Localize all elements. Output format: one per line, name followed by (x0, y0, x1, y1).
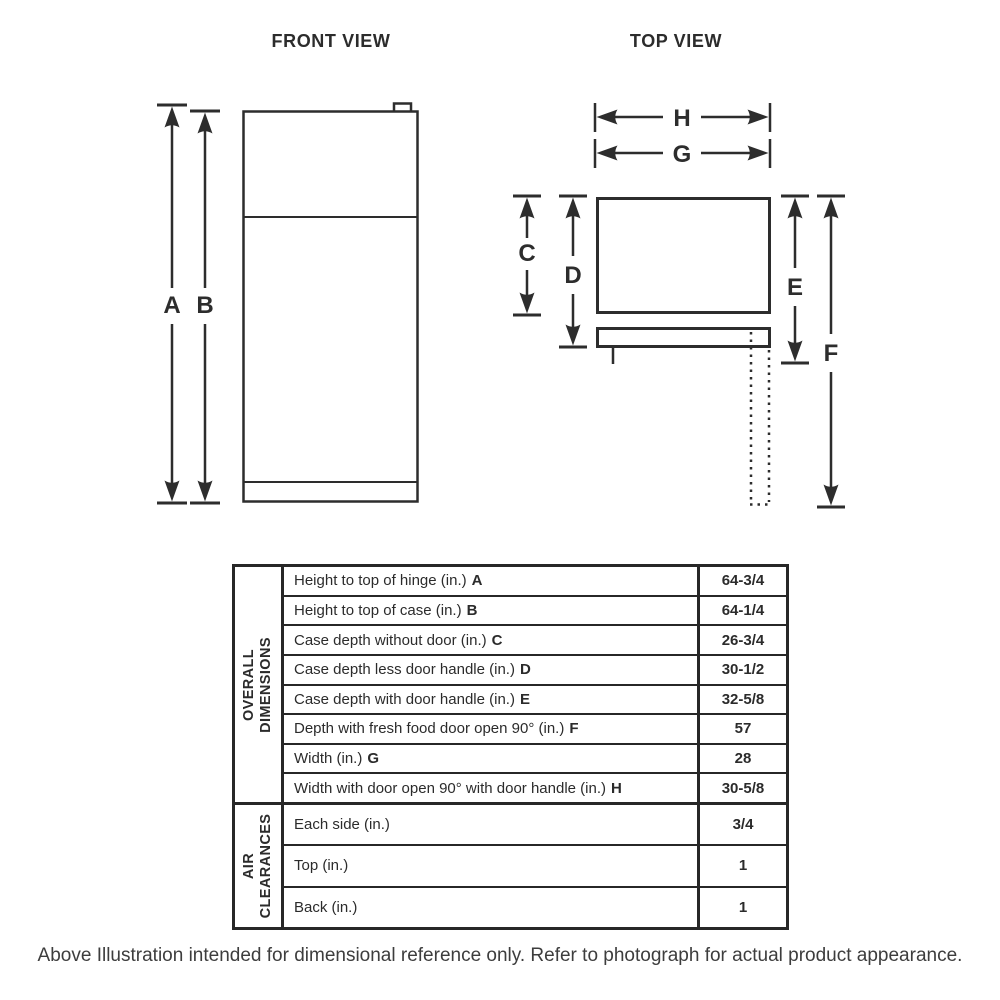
dim-label-a: A (163, 292, 181, 319)
table-row (284, 567, 786, 597)
table-row (284, 846, 786, 887)
row-value: 26-3/4 (721, 631, 765, 649)
dim-label-d: D (564, 262, 582, 289)
row-value: 30-5/8 (721, 779, 765, 797)
overall-dimensions-header-cell (235, 567, 284, 802)
dim-label-c: C (518, 240, 536, 267)
top-view-drawing (598, 199, 771, 505)
dim-label-e: E (786, 274, 804, 301)
dim-arrow-g (595, 139, 770, 168)
door-open-dashed-outline (750, 332, 770, 505)
dim-arrow-h (595, 103, 770, 132)
front-view-drawing (244, 104, 418, 502)
dim-arrow-a (157, 105, 187, 503)
table-row (284, 745, 786, 775)
table-row (284, 715, 786, 745)
row-label: Top (in.) (284, 846, 700, 885)
row-value: 30-1/2 (721, 661, 765, 679)
row-value: 32-5/8 (721, 690, 765, 708)
table-row (284, 805, 786, 846)
air-clearances-section (235, 805, 786, 927)
table-row (284, 888, 786, 927)
row-value: 64-3/4 (721, 572, 765, 590)
dimensions-table (232, 564, 789, 930)
dim-arrow-e (781, 196, 809, 363)
front-view-title: FRONT VIEW (271, 31, 391, 51)
row-label: Case depth without door (in.) C (284, 626, 700, 654)
row-label: Case depth less door handle (in.) D (284, 656, 700, 684)
dim-label-h: H (673, 105, 691, 132)
row-value: 1 (738, 857, 748, 875)
door-top-outline (598, 329, 770, 347)
row-label: Height to top of case (in.) B (284, 597, 700, 625)
row-label: Width (in.) G (284, 745, 700, 773)
dim-arrow-b (190, 111, 220, 503)
refrigerator-outline (244, 112, 418, 502)
row-value: 28 (734, 750, 752, 768)
row-label: Case depth with door handle (in.) E (284, 686, 700, 714)
overall-dimensions-rows (284, 567, 786, 802)
case-top-outline (598, 199, 770, 313)
row-label: Each side (in.) (284, 805, 700, 844)
top-view-title: TOP VIEW (629, 31, 723, 51)
row-label: Back (in.) (284, 888, 700, 927)
row-value: 57 (734, 720, 752, 738)
disclaimer-caption: Above Illustration intended for dimensional reference only. Refer to photograph for actual product appearance. (37, 945, 963, 966)
table-row (284, 686, 786, 716)
table-row (284, 774, 786, 802)
dim-arrow-d (559, 196, 587, 347)
air-clearances-rows (284, 805, 786, 927)
dim-label-b: B (196, 292, 214, 319)
air-clearances-header: AIR CLEARANCES (240, 813, 274, 919)
row-letter: D (519, 661, 531, 679)
dim-arrow-c (513, 196, 541, 315)
row-letter: H (611, 779, 622, 797)
row-letter: E (519, 690, 530, 708)
table-row (284, 626, 786, 656)
dim-arrow-f (817, 196, 845, 507)
table-row (284, 656, 786, 686)
table-row (284, 597, 786, 627)
row-letter: A (471, 572, 483, 590)
row-letter: B (466, 601, 478, 619)
row-label: Width with door open 90° with door handle (in.) H (284, 774, 700, 802)
row-value: 3/4 (732, 816, 754, 834)
row-letter: F (569, 720, 579, 738)
row-label: Height to top of hinge (in.) A (284, 567, 700, 595)
dim-label-g: G (672, 141, 692, 168)
dim-label-f: F (823, 340, 839, 367)
row-value: 1 (738, 898, 748, 916)
air-clearances-header-cell (235, 805, 284, 927)
row-letter: C (491, 631, 503, 649)
row-label: Depth with fresh food door open 90° (in.) F (284, 715, 700, 743)
row-letter: G (367, 750, 380, 768)
overall-dimensions-header: OVERALL DIMENSIONS (240, 636, 274, 733)
row-value: 64-1/4 (721, 601, 765, 619)
overall-dimensions-section (235, 567, 786, 805)
